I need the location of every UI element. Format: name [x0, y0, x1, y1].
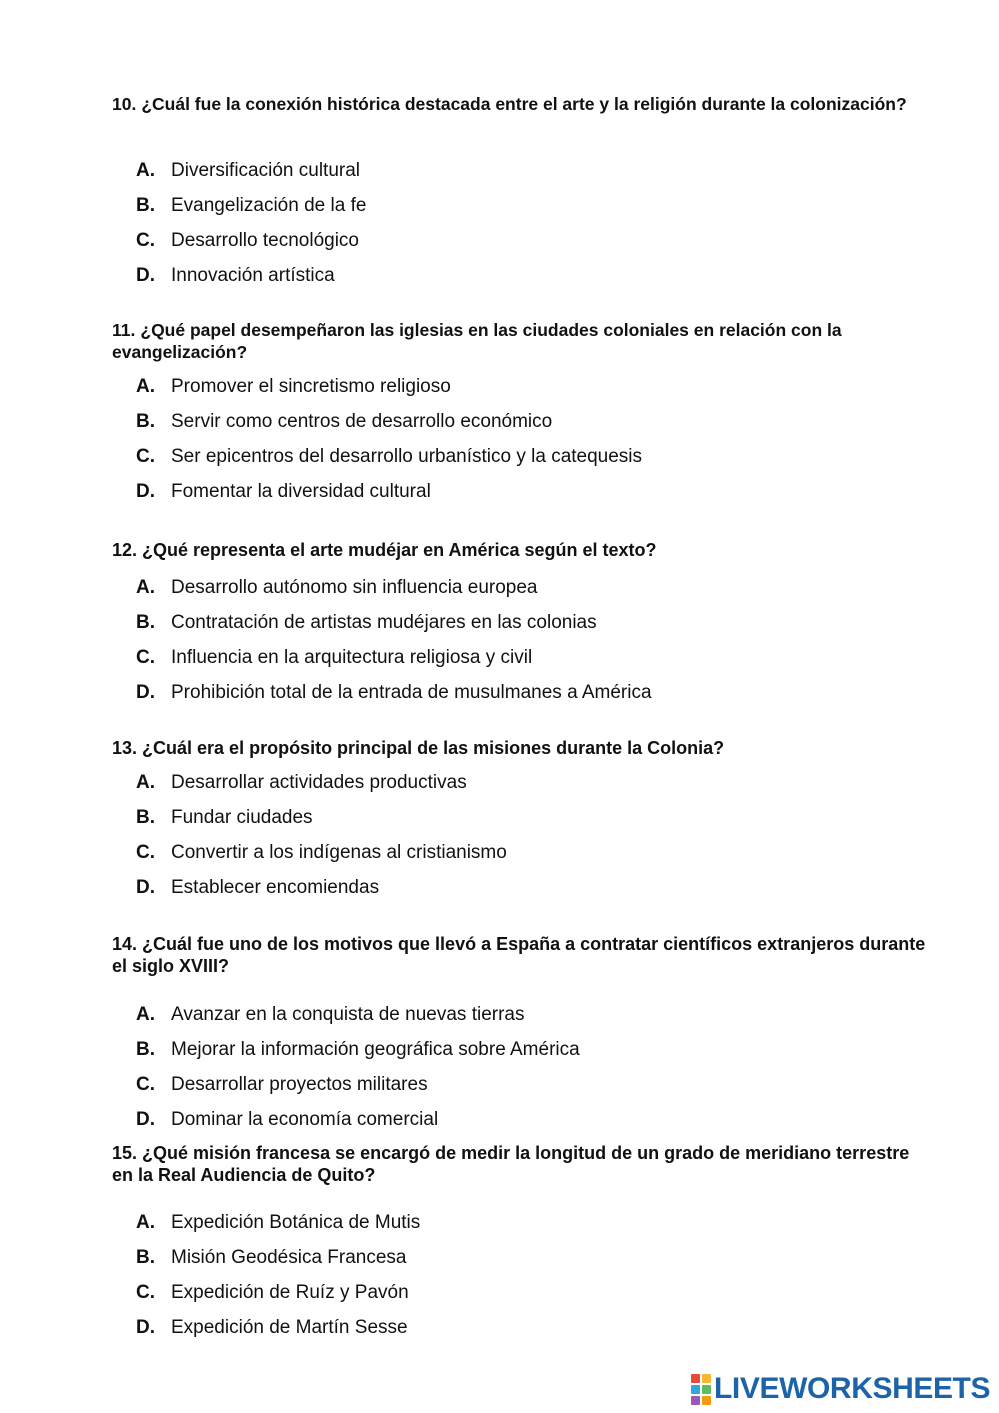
question-12-option-d[interactable]: D. Prohibición total de la entrada de musulmanes a América [136, 682, 652, 703]
question-15-text: 15. ¿Qué misión francesa se encargó de medir la longitud de un grado de meridiano terrestre en la Real Audiencia de Quito? [112, 1143, 910, 1185]
question-11-option-c[interactable]: C. Ser epicentros del desarrollo urbanístico y la catequesis [136, 446, 643, 467]
question-14-option-d[interactable]: D. Dominar la economía comercial [136, 1109, 439, 1130]
question-15-option-c[interactable]: C. Expedición de Ruíz y Pavón [136, 1282, 409, 1303]
question-15-option-a[interactable]: A. Expedición Botánica de Mutis [136, 1212, 421, 1233]
question-10-text: 10. ¿Cuál fue la conexión histórica destacada entre el arte y la religión durante la colonización? [112, 94, 907, 114]
question-13-option-c[interactable]: C. Convertir a los indígenas al cristianismo [136, 842, 507, 863]
question-10-option-a[interactable]: A. Diversificación cultural [136, 160, 361, 181]
question-14-option-b[interactable]: B. Mejorar la información geográfica sobre América [136, 1039, 580, 1060]
question-13-text: 13. ¿Cuál era el propósito principal de las misiones durante la Colonia? [112, 738, 725, 758]
question-12-text: 12. ¿Qué representa el arte mudéjar en América según el texto? [112, 540, 657, 560]
question-10-option-b[interactable]: B. Evangelización de la fe [136, 195, 367, 216]
question-10-option-d[interactable]: D. Innovación artística [136, 265, 335, 286]
question-14-text: 14. ¿Cuál fue uno de los motivos que llevó a España a contratar científicos extranjeros durante el siglo XVIII? [112, 934, 926, 976]
question-13-option-b[interactable]: B. Fundar ciudades [136, 807, 313, 828]
question-11-option-d[interactable]: D. Fomentar la diversidad cultural [136, 481, 431, 502]
question-14-option-c[interactable]: C. Desarrollar proyectos militares [136, 1074, 428, 1095]
question-12-option-b[interactable]: B. Contratación de artistas mudéjares en las colonias [136, 612, 597, 633]
logo-block-3 [691, 1385, 700, 1394]
question-10-option-c[interactable]: C. Desarrollo tecnológico [136, 230, 359, 251]
question-15-option-d[interactable]: D. Expedición de Martín Sesse [136, 1317, 408, 1338]
logo-block-2 [702, 1374, 711, 1383]
question-11-option-a[interactable]: A. Promover el sincretismo religioso [136, 376, 451, 397]
question-13-option-d[interactable]: D. Establecer encomiendas [136, 877, 380, 898]
logo-block-6 [702, 1396, 711, 1405]
liveworksheets-blocks-icon [691, 1374, 711, 1405]
question-14-option-a[interactable]: A. Avanzar en la conquista de nuevas tierras [136, 1004, 525, 1025]
logo-block-5 [691, 1396, 700, 1405]
logo-block-1 [691, 1374, 700, 1383]
logo-text: LIVEWORKSHEETS [714, 1372, 991, 1405]
question-11-text: 11. ¿Qué papel desempeñaron las iglesias en las ciudades coloniales en relación con la evangelización? [112, 320, 842, 362]
logo-block-4 [702, 1385, 711, 1394]
question-12-option-c[interactable]: C. Influencia en la arquitectura religiosa y civil [136, 647, 533, 668]
question-11-option-b[interactable]: B. Servir como centros de desarrollo económico [136, 411, 553, 432]
question-15-option-b[interactable]: B. Misión Geodésica Francesa [136, 1247, 407, 1268]
question-12-option-a[interactable]: A. Desarrollo autónomo sin influencia europea [136, 577, 538, 598]
question-13-option-a[interactable]: A. Desarrollar actividades productivas [136, 772, 467, 793]
liveworksheets-logo[interactable] [691, 1372, 990, 1406]
